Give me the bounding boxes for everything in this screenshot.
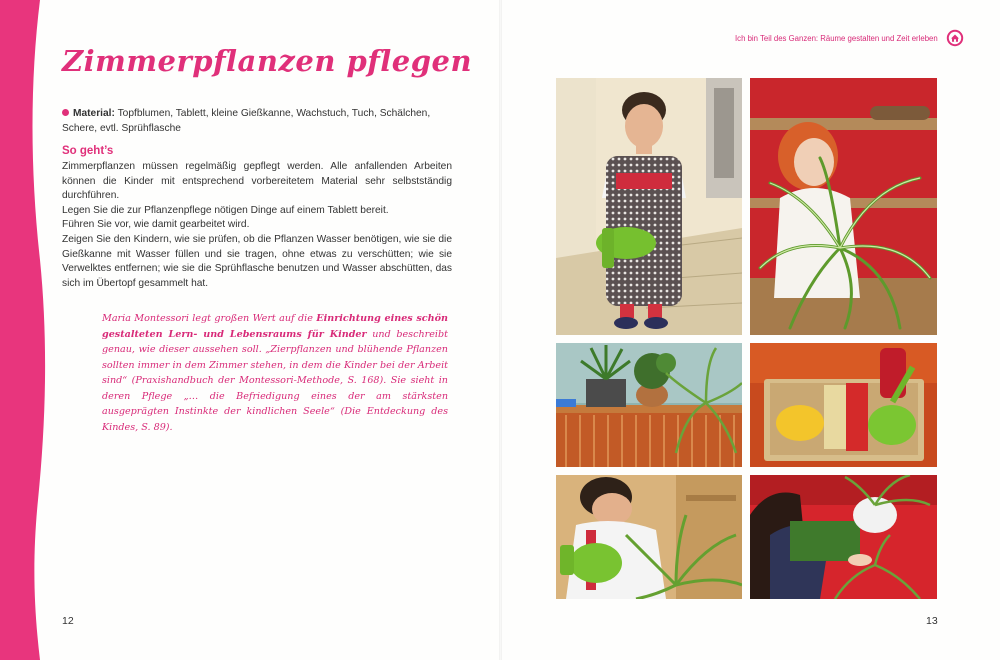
photo-plants-on-windowsill — [556, 343, 742, 467]
page-title: Zimmerpflanzen pflegen — [62, 44, 473, 78]
photo-boy-watering-spider-plant — [556, 475, 742, 599]
body-paragraph: Zeigen Sie den Kindern, wie sie prüfen, ob die Pflanzen Wasser benötigen, wie sie die Gießkanne mit Wasser füllen und sie tragen, ohne etwas zu verschütten; wie sie Verwelktes entfernen; wie sie die Sprühflasche benutzen und Wasser abschütten, das sich im Übertopf gesammelt hat. — [62, 233, 452, 289]
howto-body — [62, 160, 452, 291]
bullet-dot-icon — [62, 109, 69, 116]
quote-rest: und beschreibt genau, wie dieser aussehen soll. „Zierpflanzen und blühende Pflanzen sollten immer in dem Zimmer stehen, in dem die Kinder bei der Arbeit sind“ (Praxishandbuch der Montessori-Methode, S. 168). Sie sieht in deren Pflege „… die Befriedigung eines der am stärksten ausgeprägten Instinkte der kindlichen Seele“ (Die Entdeckung des Kindes, S. 89). — [102, 328, 448, 433]
material-text: Topfblumen, Tablett, kleine Gießkanne, Wachstuch, Tuch, Schälchen, Schere, evtl. Sprühflasche — [62, 108, 431, 134]
photo-girl-holding-spider-plant — [750, 78, 937, 335]
photo-tray-watering-can-cloths — [750, 343, 937, 467]
page-number-left: 12 — [62, 615, 74, 627]
body-paragraph: Legen Sie die zur Pflanzenpflege nötigen Dinge auf einem Tablett bereit. — [62, 204, 389, 216]
photo-boy-apron-watering-can — [556, 78, 742, 335]
page-number-right: 13 — [926, 615, 938, 627]
body-paragraph: Führen Sie vor, wie damit gearbeitet wird. — [62, 219, 250, 231]
home-circle-icon — [946, 29, 964, 47]
material-label: Material: — [73, 108, 115, 119]
material-list — [62, 106, 452, 136]
body-paragraph: Zimmerpflanzen müssen regelmäßig gepflegt werden. Alle anfallenden Arbeiten können die Kinder mit entsprechend vorbereitetem Material sehr selbstständig durchführen. — [62, 161, 452, 202]
howto-heading: So geht’s — [62, 145, 114, 157]
montessori-quote — [102, 311, 448, 435]
running-header: Ich bin Teil des Ganzen: Räume gestalten und Zeit erleben — [735, 34, 938, 43]
quote-intro: Maria Montessori legt großen Wert auf die — [102, 313, 317, 324]
quote-emphasis: Einrichtung eines schön gestalteten Lern- und Lebensraums für Kinder — [102, 313, 448, 340]
photo-child-trimming-plant — [750, 475, 937, 599]
pink-page-edge — [0, 0, 48, 660]
page-fold — [499, 0, 502, 660]
